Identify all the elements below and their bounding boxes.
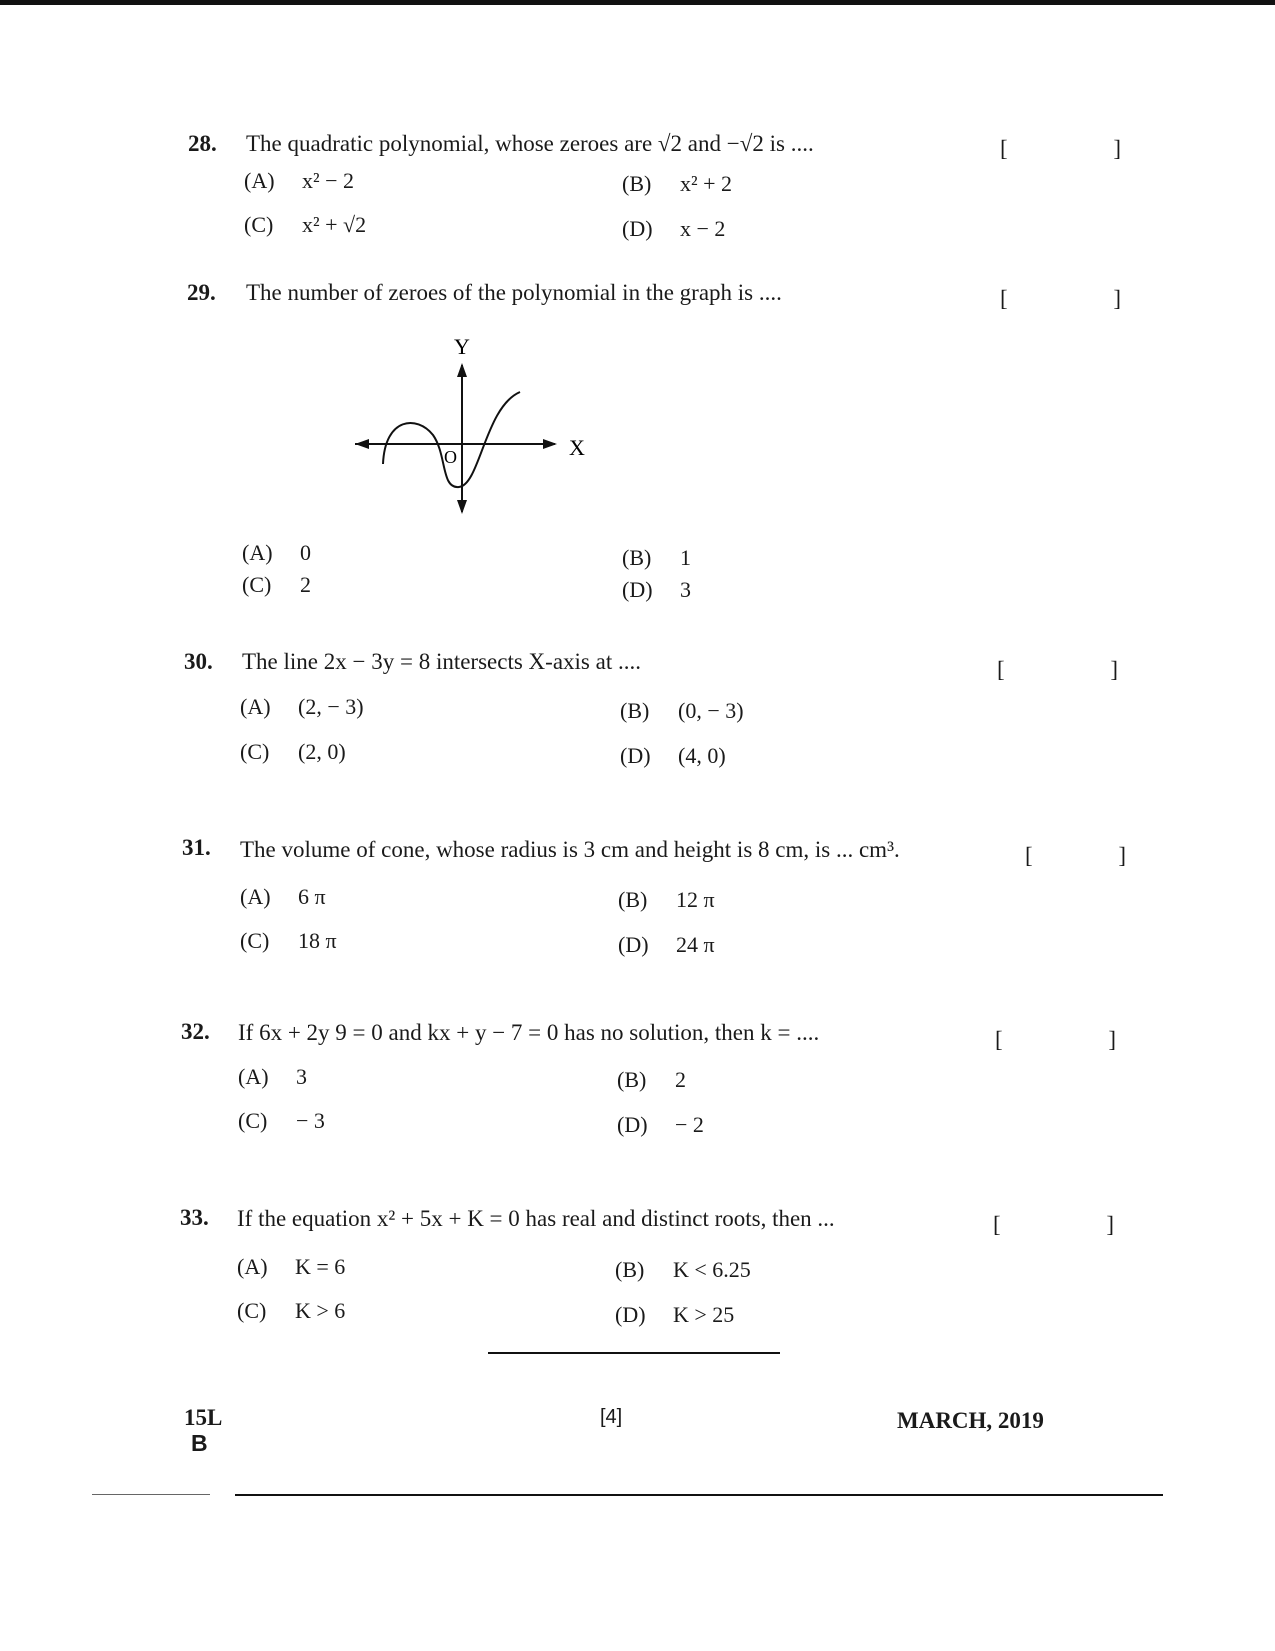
option-value: 18 π (298, 928, 337, 953)
option-label: (C) (237, 1298, 267, 1323)
option-d[interactable] (615, 1302, 734, 1328)
page-number: [4] (600, 1406, 623, 1428)
question-text: The line 2x − 3y = 8 intersects X-axis at .... (242, 649, 641, 674)
answer-bracket[interactable]: [ ] (1025, 843, 1167, 868)
option-label: (D) (620, 743, 651, 768)
option-a[interactable] (238, 1064, 307, 1090)
answer-bracket[interactable]: [ ] (1000, 136, 1172, 161)
option-value: x² + 2 (680, 171, 733, 196)
option-label: (C) (238, 1108, 268, 1133)
origin-label: O (444, 447, 457, 467)
question-number: 29. (187, 280, 216, 305)
section-end-rule (488, 1352, 780, 1354)
x-axis-right-arrow (543, 439, 557, 449)
exam-date: MARCH, 2019 (897, 1408, 1044, 1433)
option-c[interactable] (240, 739, 346, 765)
option-value: 1 (680, 545, 691, 570)
y-axis-up-arrow (457, 363, 467, 377)
option-label: (D) (622, 577, 653, 602)
option-value: − 3 (296, 1108, 325, 1133)
option-label: (A) (244, 168, 275, 193)
answer-bracket[interactable]: [ ] (995, 1027, 1167, 1052)
option-d[interactable] (622, 577, 691, 603)
option-value: 0 (300, 540, 311, 565)
option-label: (D) (618, 932, 649, 957)
option-d[interactable] (617, 1112, 704, 1138)
option-b[interactable] (617, 1067, 686, 1093)
option-value: 12 π (676, 887, 715, 912)
option-b[interactable] (620, 698, 744, 724)
option-d[interactable] (622, 216, 725, 242)
answer-bracket[interactable]: [ ] (1000, 286, 1172, 311)
option-value: 24 π (676, 932, 715, 957)
option-c[interactable] (238, 1108, 325, 1134)
series-letter: B (191, 1430, 208, 1456)
option-label: (A) (242, 540, 273, 565)
question-number: 30. (184, 649, 213, 674)
question-text: The number of zeroes of the polynomial in the graph is .... (246, 280, 782, 305)
option-c[interactable] (237, 1298, 345, 1324)
option-label: (B) (617, 1067, 647, 1092)
option-c[interactable] (242, 572, 311, 598)
option-label: (A) (240, 884, 271, 909)
option-value: (2, − 3) (298, 694, 364, 719)
option-value: − 2 (675, 1112, 704, 1137)
option-value: x² + √2 (302, 212, 367, 237)
footer-rule-left (92, 1494, 210, 1495)
option-label: (C) (242, 572, 272, 597)
option-value: 2 (300, 572, 311, 597)
option-label: (C) (244, 212, 274, 237)
option-b[interactable] (622, 545, 691, 571)
option-value: K = 6 (295, 1254, 346, 1279)
option-d[interactable] (620, 743, 726, 769)
option-b[interactable] (618, 887, 715, 913)
option-label: (A) (240, 694, 271, 719)
option-b[interactable] (615, 1257, 751, 1283)
option-value: (4, 0) (678, 743, 726, 768)
question-number: 31. (182, 835, 211, 860)
x-axis-left-arrow (355, 439, 369, 449)
option-value: K > 6 (295, 1298, 346, 1323)
option-label: (D) (622, 216, 653, 241)
question-text: The quadratic polynomial, whose zeroes are √2 and −√2 is .... (246, 131, 814, 156)
option-c[interactable] (244, 212, 366, 238)
footer-rule (235, 1494, 1163, 1496)
option-label: (D) (617, 1112, 648, 1137)
answer-bracket[interactable]: [ ] (997, 657, 1169, 682)
option-b[interactable] (622, 171, 732, 197)
option-label: (B) (618, 887, 648, 912)
top-border (0, 0, 1275, 5)
option-value: 2 (675, 1067, 686, 1092)
option-label: (C) (240, 739, 270, 764)
option-value: K > 25 (673, 1302, 735, 1327)
option-label: (A) (237, 1254, 268, 1279)
y-axis-label: Y (454, 334, 470, 359)
option-value: 3 (296, 1064, 307, 1089)
question-text: If the equation x² + 5x + K = 0 has real and distinct roots, then ... (237, 1206, 835, 1231)
option-a[interactable] (237, 1254, 345, 1280)
option-a[interactable] (244, 168, 354, 194)
option-a[interactable] (240, 884, 326, 910)
option-value: x² − 2 (302, 168, 355, 193)
option-value: (2, 0) (298, 739, 346, 764)
option-label: (B) (620, 698, 650, 723)
option-value: 3 (680, 577, 691, 602)
option-d[interactable] (618, 932, 715, 958)
y-axis-down-arrow (457, 500, 467, 514)
option-label: (C) (240, 928, 270, 953)
option-label: (B) (615, 1257, 645, 1282)
x-axis-label: X (569, 435, 585, 460)
polynomial-graph (355, 334, 625, 527)
answer-bracket[interactable]: [ ] (993, 1212, 1165, 1237)
option-value: K < 6.25 (673, 1257, 751, 1282)
question-number: 28. (188, 131, 217, 156)
option-c[interactable] (240, 928, 337, 954)
paper-code: 15L (184, 1405, 223, 1430)
question-text: The volume of cone, whose radius is 3 cm and height is 8 cm, is ... cm³. (240, 837, 900, 862)
question-number: 32. (181, 1019, 210, 1044)
question-text: If 6x + 2y 9 = 0 and kx + y − 7 = 0 has no solution, then k = .... (238, 1020, 820, 1045)
polynomial-curve (383, 392, 520, 487)
option-label: (B) (622, 545, 652, 570)
option-value: 6 π (298, 884, 326, 909)
option-label: (A) (238, 1064, 269, 1089)
option-a[interactable] (240, 694, 364, 720)
option-a[interactable] (242, 540, 311, 566)
option-label: (D) (615, 1302, 646, 1327)
option-value: x − 2 (680, 216, 726, 241)
option-label: (B) (622, 171, 652, 196)
question-number: 33. (180, 1205, 209, 1230)
option-value: (0, − 3) (678, 698, 744, 723)
